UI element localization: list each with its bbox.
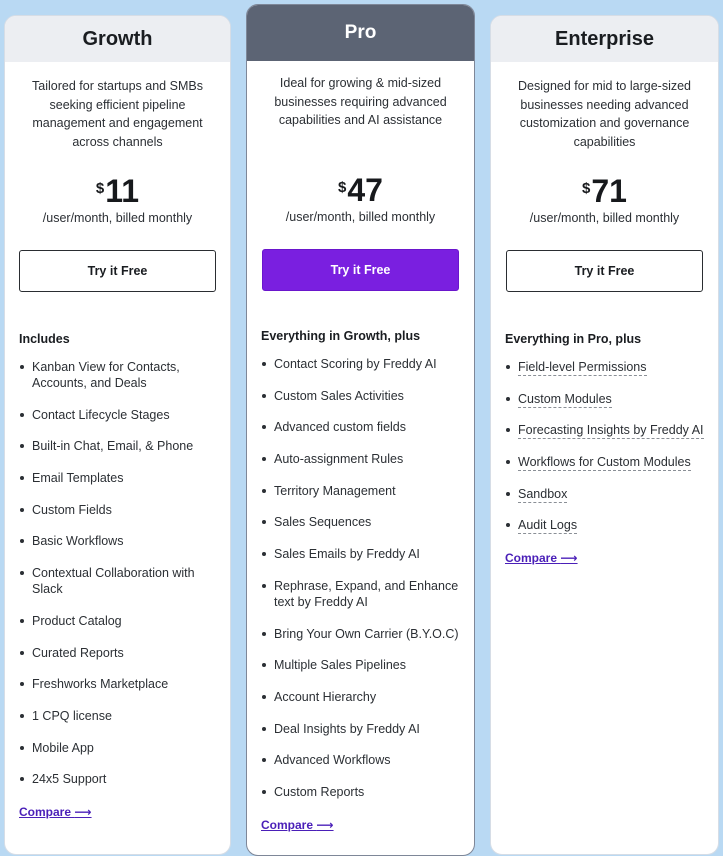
feature-item: Bring Your Own Carrier (B.Y.O.C) <box>261 626 462 642</box>
compare-link[interactable] <box>261 818 334 832</box>
compare-label: Compare <box>505 551 558 566</box>
feature-item: Advanced Workflows <box>261 752 462 768</box>
plan-title: Enterprise <box>491 16 718 62</box>
includes-title: Everything in Growth, plus <box>261 329 421 343</box>
feature-list <box>247 356 474 800</box>
feature-item[interactable] <box>505 517 706 533</box>
feature-item: Contextual Collaboration with Slack <box>19 565 218 597</box>
billing-period: /user/month, billed monthly <box>42 211 193 225</box>
plan-card-enterprise <box>490 15 719 855</box>
feature-item: Territory Management <box>261 483 462 499</box>
plan-price <box>247 173 474 207</box>
price-value: 47 <box>347 172 383 208</box>
feature-list <box>491 359 718 533</box>
feature-item: Custom Sales Activities <box>261 388 462 404</box>
currency-symbol: $ <box>338 179 347 196</box>
try-free-button[interactable]: Try it Free <box>19 250 216 292</box>
feature-item: Multiple Sales Pipelines <box>261 657 462 673</box>
feature-item: Curated Reports <box>19 645 218 661</box>
feature-tooltip-link[interactable]: Workflows for Custom Modules <box>518 455 691 470</box>
plan-card-growth <box>4 15 231 855</box>
feature-tooltip-link[interactable]: Audit Logs <box>518 518 578 533</box>
feature-item: Kanban View for Contacts, Accounts, and Deals <box>19 359 218 391</box>
plan-title: Growth <box>5 16 230 62</box>
feature-item: Sales Sequences <box>261 514 462 530</box>
price-value: 11 <box>105 173 140 209</box>
plan-description: Designed for mid to large-sized businesses needing advanced customization and governance capabilities <box>518 79 691 149</box>
compare-link[interactable] <box>505 551 578 565</box>
plan-title: Pro <box>247 5 474 61</box>
feature-item: Custom Fields <box>19 502 218 518</box>
currency-symbol: $ <box>582 180 591 197</box>
try-free-button[interactable]: Try it Free <box>262 249 459 291</box>
plan-description: Tailored for startups and SMBs seeking efficient pipeline management and engagement across channels <box>32 79 203 149</box>
feature-list <box>5 359 230 787</box>
feature-item[interactable] <box>505 359 706 375</box>
feature-tooltip-link[interactable]: Custom Modules <box>518 391 612 406</box>
compare-link[interactable] <box>19 805 92 819</box>
feature-item: Freshworks Marketplace <box>19 676 218 692</box>
plan-card-pro <box>246 4 475 856</box>
currency-symbol: $ <box>95 180 105 197</box>
feature-item[interactable] <box>505 486 706 502</box>
feature-item: 24x5 Support <box>19 771 218 787</box>
compare-label: Compare <box>19 804 72 819</box>
feature-item[interactable] <box>505 454 706 470</box>
feature-item: Account Hierarchy <box>261 689 462 705</box>
includes-title: Includes <box>19 332 70 346</box>
billing-period: /user/month, billed monthly <box>285 210 436 224</box>
feature-item: Built-in Chat, Email, & Phone <box>19 438 218 454</box>
billing-period: /user/month, billed monthly <box>529 211 680 225</box>
arrow-right-icon: ⟶ <box>74 804 92 819</box>
feature-item: Email Templates <box>19 470 218 486</box>
feature-tooltip-link[interactable]: Forecasting Insights by Freddy AI <box>518 423 704 438</box>
feature-item[interactable] <box>505 422 706 438</box>
feature-item: Advanced custom fields <box>261 419 462 435</box>
feature-item: Contact Scoring by Freddy AI <box>261 356 462 372</box>
feature-item: Rephrase, Expand, and Enhance text by Freddy AI <box>261 578 462 610</box>
compare-label: Compare <box>261 817 314 832</box>
feature-item: Product Catalog <box>19 613 218 629</box>
feature-item: Auto-assignment Rules <box>261 451 462 467</box>
plan-price <box>491 174 718 208</box>
feature-item: Mobile App <box>19 740 218 756</box>
feature-tooltip-link[interactable]: Sandbox <box>518 486 568 501</box>
includes-title: Everything in Pro, plus <box>505 332 642 346</box>
plan-description: Ideal for growing & mid-sized businesses requiring advanced capabilities and AI assistance <box>274 76 447 127</box>
feature-tooltip-link[interactable]: Field-level Permissions <box>518 360 647 374</box>
feature-item: Deal Insights by Freddy AI <box>261 721 462 737</box>
arrow-right-icon: ⟶ <box>560 551 578 566</box>
feature-item[interactable] <box>505 391 706 407</box>
feature-item: Custom Reports <box>261 784 462 800</box>
feature-item: Sales Emails by Freddy AI <box>261 546 462 562</box>
price-value: 71 <box>591 173 627 209</box>
feature-item: 1 CPQ license <box>19 708 218 724</box>
arrow-right-icon: ⟶ <box>316 817 334 832</box>
try-free-button[interactable]: Try it Free <box>506 250 703 292</box>
feature-item: Basic Workflows <box>19 533 218 549</box>
feature-item: Contact Lifecycle Stages <box>19 407 218 423</box>
plan-price <box>5 174 230 208</box>
